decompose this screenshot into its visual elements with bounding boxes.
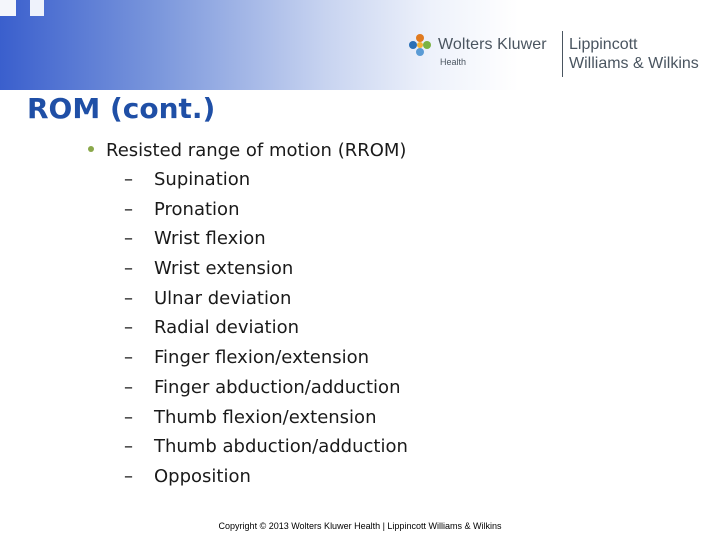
logo-name: Wolters Kluwer bbox=[438, 36, 547, 53]
copyright-text: Copyright © 2013 Wolters Kluwer Health | Lippincott Williams & Wilkins bbox=[218, 521, 502, 531]
corner-decoration bbox=[0, 0, 16, 16]
list-item-text: Ulnar deviation bbox=[154, 287, 292, 309]
partner-name-line2: Williams & Wilkins bbox=[569, 55, 699, 72]
list-item-text: Radial deviation bbox=[154, 317, 299, 339]
dash-marker: – bbox=[124, 465, 133, 487]
list-item bbox=[124, 465, 544, 495]
copyright-footer bbox=[0, 521, 720, 531]
logo-subtitle: Health bbox=[440, 57, 467, 67]
list-item-text: Wrist flexion bbox=[154, 228, 266, 250]
dash-marker: – bbox=[124, 258, 133, 280]
dash-marker: – bbox=[124, 347, 133, 369]
dash-marker: – bbox=[124, 406, 133, 428]
dash-marker: – bbox=[124, 198, 133, 220]
dash-marker: – bbox=[124, 317, 133, 339]
list-item-text: Pronation bbox=[154, 198, 240, 220]
list-item bbox=[124, 376, 544, 406]
list-item bbox=[124, 346, 544, 376]
list-item bbox=[124, 406, 544, 436]
list-item-text: Wrist extension bbox=[154, 258, 294, 280]
list-item-text: Finger flexion/extension bbox=[154, 347, 370, 369]
list-item bbox=[124, 227, 544, 257]
slide-title: ROM (cont.) bbox=[27, 92, 216, 125]
list-item-text: Supination bbox=[154, 169, 251, 190]
list-item bbox=[124, 257, 544, 287]
main-bullet-text: Resisted range of motion (RROM) bbox=[106, 140, 407, 161]
list-item bbox=[124, 435, 544, 465]
partner-name-line1: Lippincott bbox=[569, 36, 638, 53]
logo-divider bbox=[562, 31, 563, 77]
dash-marker: – bbox=[124, 169, 133, 190]
corner-decoration-secondary bbox=[30, 0, 44, 16]
dash-marker: – bbox=[124, 436, 133, 458]
wolters-kluwer-logo-icon bbox=[408, 33, 432, 57]
list-item-text: Opposition bbox=[154, 465, 251, 487]
dash-marker: – bbox=[124, 228, 133, 250]
list-item bbox=[124, 287, 544, 317]
list-item-text: Thumb flexion/extension bbox=[154, 406, 377, 428]
list-item-text: Finger abduction/adduction bbox=[154, 376, 401, 398]
main-bullet bbox=[88, 140, 406, 161]
publisher-logo bbox=[408, 28, 718, 80]
list-item-text: Thumb abduction/adduction bbox=[154, 436, 408, 458]
bullet-dot-icon bbox=[88, 146, 94, 152]
dash-marker: – bbox=[124, 376, 133, 398]
sub-bullet-list bbox=[124, 168, 544, 495]
dash-marker: – bbox=[124, 287, 133, 309]
list-item bbox=[124, 316, 544, 346]
list-item bbox=[124, 198, 544, 228]
list-item bbox=[124, 168, 544, 198]
